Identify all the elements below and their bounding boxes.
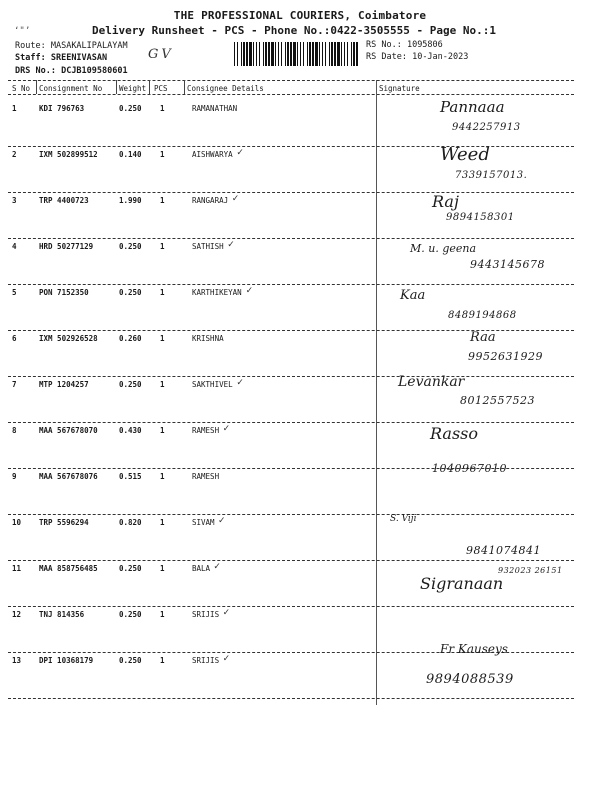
row-consignee: KRISHNA [192,334,224,343]
row-pcs: 1 [160,610,165,619]
row-consignment-no: MAA 567678076 [39,472,98,481]
row-sno: 8 [12,426,17,435]
row-consignee: SAKTHIVEL [192,380,233,389]
row-weight: 0.250 [119,380,142,389]
row-sno: 9 [12,472,17,481]
rs-date-field: RS Date: 10-Jan-2023 [366,52,469,62]
table-row [0,514,600,564]
handwritten-phone: 9841074841 [466,544,541,557]
handwritten-phone: 1040967010 [432,462,507,475]
col-consignee: Consignee Details [187,84,264,93]
col-weight: Weight [119,84,147,93]
row-weight: 0.140 [119,150,142,159]
row-weight: 0.250 [119,564,142,573]
handwritten-phone: 932023 26151 [498,566,563,575]
table-row [0,192,600,242]
row-pcs: 1 [160,518,165,527]
row-weight: 0.430 [119,426,142,435]
row-consignee: AISHWARYA [192,150,233,159]
row-sno: 4 [12,242,17,251]
drs-field: DRS No.: DCJB109580601 [15,66,128,76]
handwritten-phone: 9894158301 [446,212,515,223]
row-separator [8,514,574,515]
row-weight: 0.250 [119,610,142,619]
company-title: THE PROFESSIONAL COURIERS, Coimbatore [173,9,427,22]
handwritten-phone: 8489194868 [448,310,517,321]
check-mark: ✓ [213,562,221,572]
row-separator [8,238,574,239]
table-row [0,374,600,426]
table-row [0,242,600,288]
table-row [0,144,600,196]
check-mark: ✓ [231,194,240,204]
row-pcs: 1 [160,242,165,251]
row-sno: 13 [12,656,22,665]
row-weight: 1.990 [119,196,142,205]
col-consignment: Consignment No [39,84,103,93]
rs-no-field: RS No.: 1095806 [366,40,443,50]
handwritten-phone: 9443145678 [470,258,545,271]
handwritten-phone: 9442257913 [452,122,521,133]
row-consignee: BALA [192,564,211,573]
table-row [0,98,600,150]
row-pcs: 1 [160,334,165,343]
check-mark: ✓ [227,240,235,250]
table-row [0,330,600,380]
row-consignee: KARTHIKEYAN [192,288,242,297]
table-row [0,610,600,656]
row-weight: 0.250 [119,656,142,665]
row-consignment-no: KDI 796763 [39,104,85,113]
handwritten-signature: Kaa [400,288,426,303]
row-consignment-no: PON 7152350 [39,288,89,297]
handwritten-signature: Levankar [398,374,465,390]
row-consignment-no: HRD 50277129 [39,242,94,251]
row-weight: 0.515 [119,472,142,481]
row-consignee: RAMESH [192,472,220,481]
row-separator [8,698,574,699]
row-sno: 2 [12,150,17,159]
row-consignment-no: TNJ 814356 [39,610,85,619]
row-consignee: SRIJIS [192,610,220,619]
row-separator [8,606,574,607]
row-sno: 5 [12,288,17,297]
handwritten-signature: Pannaaa [440,98,505,116]
route-field: Route: MASAKALIPALAYAM [15,41,128,51]
row-consignee: SIVAM [192,518,215,527]
row-pcs: 1 [160,150,165,159]
runsheet-subtitle: Delivery Runsheet - PCS - Phone No.:0422-3505555 - Page No.:1 [92,24,496,37]
col-pcs: PCS [154,84,168,93]
handwritten-signature: Sigranaan [420,574,504,593]
row-consignment-no: MAA 567678070 [39,426,98,435]
handwritten-signature: S. Viji [390,514,417,524]
table-row [0,426,600,472]
check-mark: ✓ [218,516,226,526]
check-mark: ✓ [222,654,231,664]
row-consignment-no: TRP 5596294 [39,518,89,527]
row-sno: 6 [12,334,17,343]
row-sno: 10 [12,518,22,527]
row-separator [8,560,574,561]
table-row [0,642,600,702]
row-consignee: SATHISH [192,242,224,251]
handwritten-signature: Fr Kauseys [440,642,508,656]
row-pcs: 1 [160,472,165,481]
col-signature: Signature [379,84,420,93]
row-sno: 12 [12,610,22,619]
table-row [0,564,600,610]
row-weight: 0.260 [119,334,142,343]
row-pcs: 1 [160,656,165,665]
barcode [233,42,359,66]
staff-field: Staff: SREENIVASAN [15,53,108,63]
row-consignee: RANGARAJ [192,196,229,205]
handwritten-signature: M. u. geena [410,242,477,255]
row-consignment-no: MAA 858756485 [39,564,98,573]
row-pcs: 1 [160,380,165,389]
row-pcs: 1 [160,196,165,205]
row-sno: 7 [12,380,17,389]
handwritten-phone: 8012557523 [460,394,535,407]
check-mark: ✓ [222,608,231,618]
row-pcs: 1 [160,288,165,297]
row-pcs: 1 [160,104,165,113]
col-divider [149,80,150,94]
handwritten-phone: 9894088539 [426,672,514,687]
check-mark: ✓ [236,378,244,388]
row-separator [8,284,574,285]
row-consignment-no: MTP 1204257 [39,380,89,389]
header-top-rule [8,80,574,81]
row-pcs: 1 [160,426,165,435]
row-consignee: SRIJIS [192,656,220,665]
col-divider [36,80,37,94]
handwritten-phone: 9952631929 [468,350,543,363]
row-sno: 1 [12,104,17,113]
table-row [0,462,600,518]
check-mark: ✓ [236,148,244,158]
corner-mark: ʻ"ʼ [14,26,31,36]
row-weight: 0.820 [119,518,142,527]
row-separator [8,376,574,377]
handwritten-phone: 7339157013. [455,170,528,181]
row-consignment-no: IXM 502926528 [39,334,98,343]
table-row [0,288,600,334]
check-mark: ✓ [245,286,254,296]
handwritten-signature: Raj [432,192,459,211]
row-pcs: 1 [160,564,165,573]
row-separator [8,192,574,193]
row-consignee: RAMANATHAN [192,104,238,113]
row-consignment-no: DPI 10368179 [39,656,94,665]
row-consignee: RAMESH [192,426,220,435]
row-separator [8,422,574,423]
col-sno: S No [12,84,31,93]
handwritten-signature: Raa [470,330,496,345]
row-weight: 0.250 [119,104,142,113]
row-sno: 11 [12,564,22,573]
check-mark: ✓ [222,424,231,434]
handwritten-signature: Rasso [430,424,479,443]
col-divider [116,80,117,94]
col-divider [184,80,185,94]
row-weight: 0.250 [119,242,142,251]
row-sno: 3 [12,196,17,205]
row-consignment-no: TRP 4400723 [39,196,89,205]
row-consignment-no: IXM 502899512 [39,150,98,159]
handwritten-initials: GV [148,47,174,62]
handwritten-signature: Weed [440,144,490,165]
header-bottom-rule [8,94,574,95]
row-weight: 0.250 [119,288,142,297]
